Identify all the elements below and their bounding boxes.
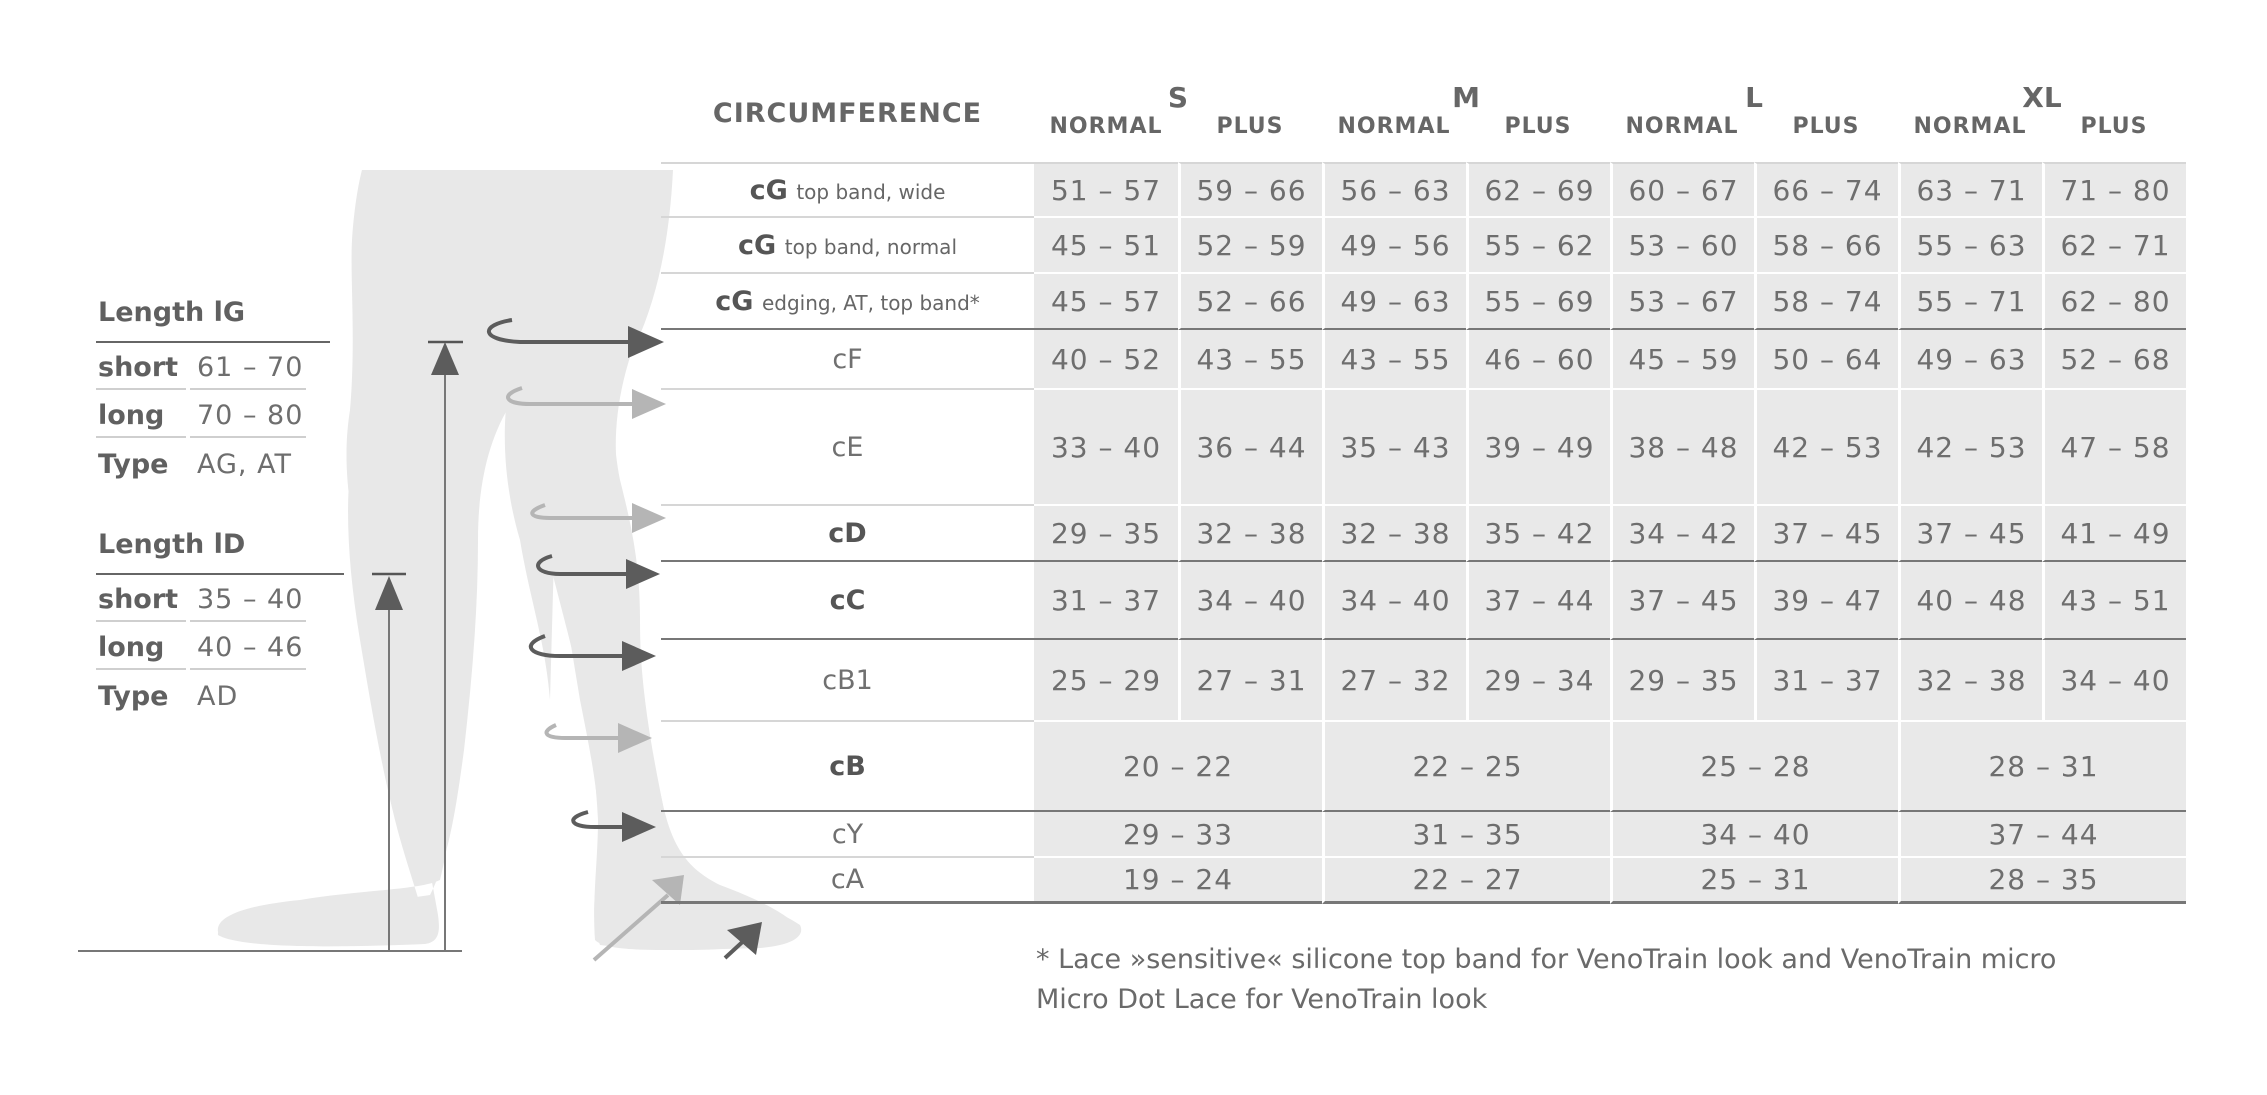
- circumference-label: [661, 640, 1034, 722]
- size-value-cell: 53 – 60: [1610, 218, 1754, 274]
- length-lg-long-value: 70 – 80: [197, 400, 304, 431]
- size-value-cell: 45 – 57: [1034, 274, 1178, 330]
- size-value-cell: 40 – 48: [1898, 562, 2042, 640]
- size-value-cell: 25 – 31: [1610, 858, 1898, 904]
- size-value-cell: 34 – 40: [1322, 562, 1466, 640]
- length-lg-type-key: Type: [98, 449, 169, 480]
- subheader-plus: PLUS: [1504, 114, 1572, 139]
- size-value-cell: 29 – 34: [1466, 640, 1610, 722]
- size-value-cell: 20 – 22: [1034, 722, 1322, 812]
- size-value-cell: 36 – 44: [1178, 390, 1322, 506]
- size-value-cell: 59 – 66: [1178, 162, 1322, 218]
- size-value-cell: 53 – 67: [1610, 274, 1754, 330]
- size-value-cell: 27 – 32: [1322, 640, 1466, 722]
- size-value-cell: 42 – 53: [1898, 390, 2042, 506]
- length-ld-short-key: short: [98, 584, 179, 615]
- table-row: [661, 858, 2186, 904]
- size-value-cell: 29 – 33: [1034, 812, 1322, 858]
- subheader-plus: PLUS: [2080, 114, 2148, 139]
- length-ld-long-key: long: [98, 632, 165, 663]
- size-value-cell: 37 – 44: [1898, 812, 2186, 858]
- size-value-cell: 39 – 49: [1466, 390, 1610, 506]
- length-ld-type-value: AD: [197, 681, 239, 712]
- circumference-label: [661, 858, 1034, 904]
- size-value-cell: 63 – 71: [1898, 162, 2042, 218]
- size-value-cell: 40 – 52: [1034, 330, 1178, 390]
- circumference-code: cB1: [822, 664, 873, 696]
- circumference-code: cB: [829, 750, 866, 782]
- size-value-cell: 27 – 31: [1178, 640, 1322, 722]
- size-value-cell: 62 – 69: [1466, 162, 1610, 218]
- length-ld-long-value: 40 – 46: [197, 632, 304, 663]
- size-value-cell: 34 – 40: [2042, 640, 2186, 722]
- subheader-plus: PLUS: [1792, 114, 1860, 139]
- size-value-cell: 62 – 71: [2042, 218, 2186, 274]
- size-value-cell: 45 – 51: [1034, 218, 1178, 274]
- size-value-cell: 31 – 35: [1322, 812, 1610, 858]
- circumference-code: cG: [715, 285, 754, 317]
- size-value-cell: 58 – 66: [1754, 218, 1898, 274]
- circumference-header: CIRCUMFERENCE: [712, 97, 983, 129]
- circumference-label: [661, 562, 1034, 640]
- circumference-code: cC: [829, 584, 866, 616]
- table-row: [661, 562, 2186, 640]
- size-value-cell: 34 – 42: [1610, 506, 1754, 562]
- length-ld-heading: Length lD: [98, 529, 246, 560]
- circumference-label: [661, 812, 1034, 858]
- size-value-cell: 46 – 60: [1466, 330, 1610, 390]
- subheader-plus: PLUS: [1216, 114, 1284, 139]
- table-row: [661, 390, 2186, 506]
- circumference-label: [661, 162, 1034, 218]
- size-header-m: M: [1452, 81, 1480, 114]
- size-value-cell: 50 – 64: [1754, 330, 1898, 390]
- circumference-code: cE: [831, 431, 864, 463]
- circumference-label: [661, 390, 1034, 506]
- size-value-cell: 37 – 45: [1898, 506, 2042, 562]
- size-value-cell: 62 – 80: [2042, 274, 2186, 330]
- size-value-cell: 55 – 71: [1898, 274, 2042, 330]
- circumference-code: cG: [737, 229, 777, 261]
- table-row: [661, 162, 2186, 218]
- size-value-cell: 52 – 66: [1178, 274, 1322, 330]
- size-value-cell: 49 – 63: [1898, 330, 2042, 390]
- size-value-cell: 38 – 48: [1610, 390, 1754, 506]
- size-value-cell: 34 – 40: [1610, 812, 1898, 858]
- size-value-cell: 52 – 59: [1178, 218, 1322, 274]
- subheader-normal: NORMAL: [1337, 114, 1451, 139]
- table-row: [661, 506, 2186, 562]
- circumference-label: [661, 722, 1034, 812]
- table-row: [661, 330, 2186, 390]
- size-value-cell: 41 – 49: [2042, 506, 2186, 562]
- size-value-cell: 35 – 43: [1322, 390, 1466, 506]
- length-lg-heading: Length lG: [98, 297, 246, 328]
- size-value-cell: 33 – 40: [1034, 390, 1178, 506]
- circumference-code: cG: [749, 174, 788, 206]
- footnote-line-2: Micro Dot Lace for VenoTrain look: [1036, 984, 1488, 1015]
- size-value-cell: 19 – 24: [1034, 858, 1322, 904]
- size-table: [661, 64, 2186, 904]
- footnote-line-1: * Lace »sensitive« silicone top band for VenoTrain look and VenoTrain micro: [1036, 944, 2057, 975]
- length-lg-type-value: AG, AT: [197, 449, 292, 480]
- size-value-cell: 42 – 53: [1754, 390, 1898, 506]
- leg-back: [218, 170, 528, 946]
- length-lg-short-key: short: [98, 352, 179, 383]
- subheader-normal: NORMAL: [1625, 114, 1739, 139]
- size-value-cell: 37 – 44: [1466, 562, 1610, 640]
- table-row: [661, 218, 2186, 274]
- circumference-label: [661, 330, 1034, 390]
- circumference-code: cA: [830, 864, 865, 895]
- size-value-cell: 49 – 56: [1322, 218, 1466, 274]
- table-row: [661, 812, 2186, 858]
- length-lg-short-value: 61 – 70: [197, 352, 304, 383]
- size-value-cell: 66 – 74: [1754, 162, 1898, 218]
- size-value-cell: 55 – 63: [1898, 218, 2042, 274]
- size-value-cell: 29 – 35: [1034, 506, 1178, 562]
- subheader-normal: NORMAL: [1049, 114, 1163, 139]
- size-value-cell: 31 – 37: [1754, 640, 1898, 722]
- size-value-cell: 71 – 80: [2042, 162, 2186, 218]
- circumference-description: top band, normal: [784, 234, 957, 259]
- size-header-s: S: [1167, 81, 1189, 114]
- size-value-cell: 31 – 37: [1034, 562, 1178, 640]
- length-ld-short-value: 35 – 40: [197, 584, 304, 615]
- size-value-cell: 32 – 38: [1322, 506, 1466, 562]
- size-value-cell: 43 – 55: [1178, 330, 1322, 390]
- length-lg-long-key: long: [98, 400, 165, 431]
- circumference-code: cY: [831, 818, 864, 850]
- size-value-cell: 39 – 47: [1754, 562, 1898, 640]
- circumference-label: [661, 218, 1034, 274]
- size-header-l: L: [1745, 81, 1763, 114]
- size-value-cell: 32 – 38: [1898, 640, 2042, 722]
- size-value-cell: 37 – 45: [1610, 562, 1754, 640]
- length-ld-type-key: Type: [98, 681, 169, 712]
- size-value-cell: 34 – 40: [1178, 562, 1322, 640]
- size-value-cell: 29 – 35: [1610, 640, 1754, 722]
- circumference-label: [661, 506, 1034, 562]
- size-value-cell: 22 – 27: [1322, 858, 1610, 904]
- size-value-cell: 51 – 57: [1034, 162, 1178, 218]
- size-header-xl: XL: [2022, 81, 2062, 114]
- table-row: [661, 640, 2186, 722]
- size-value-cell: 25 – 29: [1034, 640, 1178, 722]
- footnote: [1036, 940, 2156, 1020]
- size-value-cell: 52 – 68: [2042, 330, 2186, 390]
- size-value-cell: 43 – 51: [2042, 562, 2186, 640]
- circumference-description: top band, wide: [796, 179, 946, 204]
- size-value-cell: 32 – 38: [1178, 506, 1322, 562]
- size-value-cell: 25 – 28: [1610, 722, 1898, 812]
- size-value-cell: 43 – 55: [1322, 330, 1466, 390]
- size-value-cell: 49 – 63: [1322, 274, 1466, 330]
- size-value-cell: 47 – 58: [2042, 390, 2186, 506]
- size-value-cell: 58 – 74: [1754, 274, 1898, 330]
- circumference-description: edging, AT, top band*: [761, 290, 980, 315]
- subheader-normal: NORMAL: [1913, 114, 2027, 139]
- circumference-code: cF: [832, 343, 863, 375]
- table-row: [661, 722, 2186, 812]
- size-value-cell: 45 – 59: [1610, 330, 1754, 390]
- size-value-cell: 28 – 31: [1898, 722, 2186, 812]
- table-row: [661, 274, 2186, 330]
- size-value-cell: 60 – 67: [1610, 162, 1754, 218]
- size-value-cell: 55 – 62: [1466, 218, 1610, 274]
- size-value-cell: 37 – 45: [1754, 506, 1898, 562]
- size-value-cell: 56 – 63: [1322, 162, 1466, 218]
- size-value-cell: 35 – 42: [1466, 506, 1610, 562]
- circumference-label: [661, 274, 1034, 330]
- size-value-cell: 55 – 69: [1466, 274, 1610, 330]
- size-value-cell: 22 – 25: [1322, 722, 1610, 812]
- circumference-code: cD: [828, 517, 867, 549]
- size-value-cell: 28 – 35: [1898, 858, 2186, 904]
